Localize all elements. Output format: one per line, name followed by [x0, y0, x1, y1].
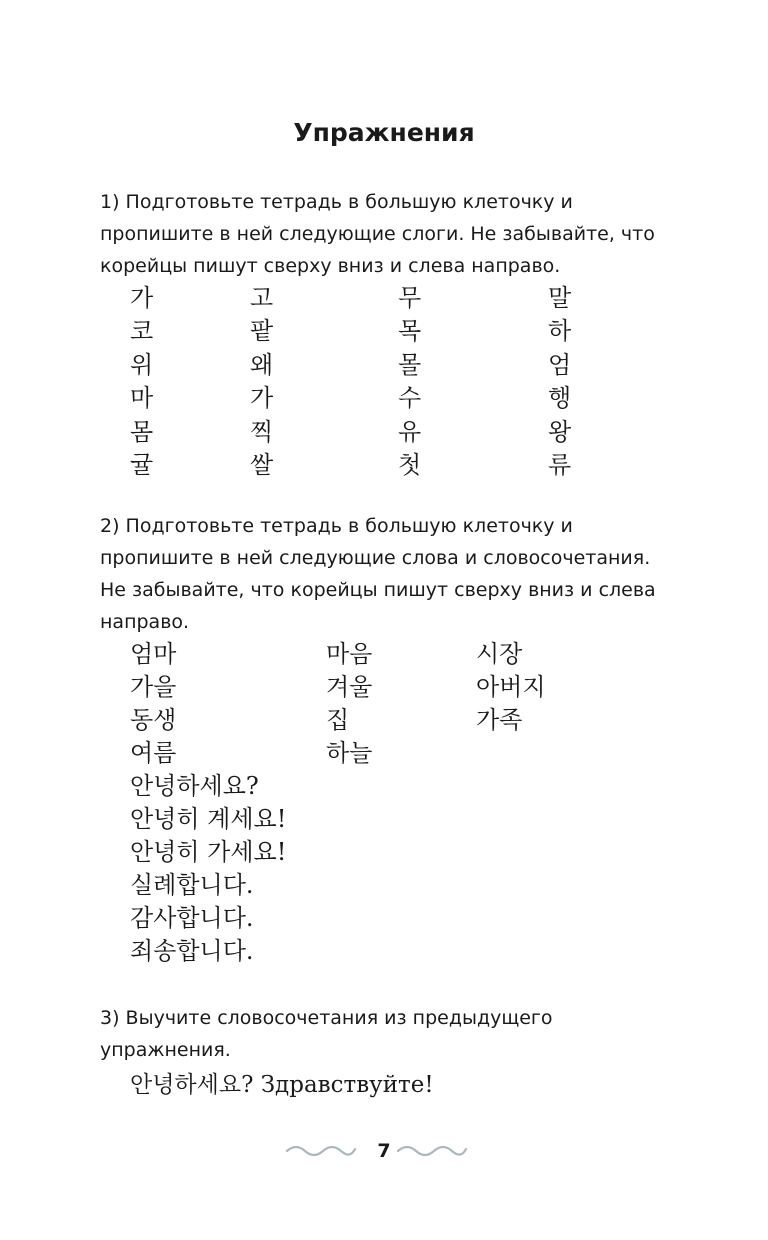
- exercise-2-line: пропишите в ней следующие слова и словосочетания.: [100, 547, 651, 569]
- syllable: 행: [548, 384, 572, 413]
- phrase: [100, 902, 660, 935]
- syllable: 가: [250, 384, 274, 413]
- exercise-1-line: корейцы пишут сверху вниз и слева направо.: [100, 255, 561, 277]
- page-number: 7: [377, 1140, 391, 1162]
- syllable: 목: [398, 317, 422, 346]
- syllable: 찍: [250, 417, 274, 446]
- phrase: [100, 935, 660, 968]
- phrase: [100, 869, 660, 902]
- phrase: [100, 770, 660, 803]
- word: 아버지: [476, 673, 546, 701]
- example-phrase: 안녕하세요? Здравствуйте!: [130, 1072, 434, 1098]
- word: 가족: [476, 706, 523, 734]
- word: 동생: [130, 706, 177, 734]
- phrase-text: 실례합니다.: [130, 871, 254, 899]
- exercise-2-line: направо.: [100, 611, 190, 633]
- phrase-text: 안녕히 가세요!: [130, 838, 287, 866]
- syllable: 첫: [398, 450, 422, 479]
- syllable: 엄: [548, 350, 572, 379]
- page-title: Упражнения: [293, 118, 475, 147]
- word: 여름: [130, 739, 177, 767]
- right-wave-ornament: [396, 1142, 468, 1160]
- word: 마음: [326, 640, 373, 668]
- syllable: 쌀: [250, 450, 274, 479]
- syllable: 유: [398, 417, 422, 446]
- syllable-row: [100, 315, 600, 348]
- syllable: 하: [548, 317, 572, 346]
- word: 가을: [130, 673, 177, 701]
- syllable: 코: [130, 317, 154, 346]
- syllable: 마: [130, 384, 154, 413]
- syllable-grid: [100, 282, 600, 482]
- word-row: [100, 671, 660, 704]
- exercise-1-line: пропишите в ней следующие слоги. Не забывайте, что: [100, 223, 655, 245]
- word-row: [100, 704, 660, 737]
- page-footer: [0, 1136, 768, 1166]
- syllable-row: [100, 416, 600, 449]
- syllable: 무: [398, 284, 422, 312]
- exercise-2-instructions: [100, 510, 680, 638]
- syllable: 수: [398, 384, 422, 413]
- exercise-2-line: 2) Подготовьте тетрадь в большую клеточку и: [100, 515, 573, 537]
- phrase-text: 죄송합니다.: [130, 937, 254, 965]
- phrase: [100, 803, 660, 836]
- word-list: [100, 638, 660, 968]
- syllable: 귤: [130, 450, 154, 479]
- syllable: 고: [250, 284, 274, 312]
- word: 하늘: [326, 739, 373, 767]
- syllable: 몰: [398, 350, 422, 379]
- phrase-text: 안녕히 계세요!: [130, 805, 287, 833]
- word-row: [100, 737, 660, 770]
- phrase: [100, 836, 660, 869]
- exercise-1-line: 1) Подготовьте тетрадь в большую клеточку и: [100, 191, 573, 213]
- syllable: 몸: [130, 417, 154, 446]
- exercise-2-line: Не забывайте, что корейцы пишут сверху вниз и слева: [100, 579, 656, 601]
- syllable: 가: [130, 284, 154, 312]
- exercise-3-line: упражнения.: [100, 1039, 231, 1061]
- word: 엄마: [130, 640, 177, 668]
- word: 겨울: [326, 673, 373, 701]
- syllable: 말: [548, 284, 572, 312]
- phrase-text: 감사합니다.: [130, 904, 254, 932]
- word-row: [100, 638, 660, 671]
- phrase-text: 안녕하세요?: [130, 772, 259, 800]
- syllable-row: [100, 382, 600, 415]
- syllable-row: [100, 349, 600, 382]
- exercise-3-line: 3) Выучите словосочетания из предыдущего: [100, 1007, 553, 1029]
- word: 시장: [476, 640, 523, 668]
- syllable-row: [100, 282, 600, 315]
- exercise-1-instructions: [100, 186, 680, 282]
- exercise-3-instructions: [100, 1002, 680, 1066]
- word: 집: [326, 706, 350, 734]
- syllable-row: [100, 449, 600, 482]
- syllable: 왕: [548, 417, 572, 446]
- syllable: 팥: [250, 317, 274, 346]
- syllable: 왜: [250, 350, 274, 379]
- syllable: 위: [130, 350, 154, 379]
- syllable: 류: [548, 450, 572, 479]
